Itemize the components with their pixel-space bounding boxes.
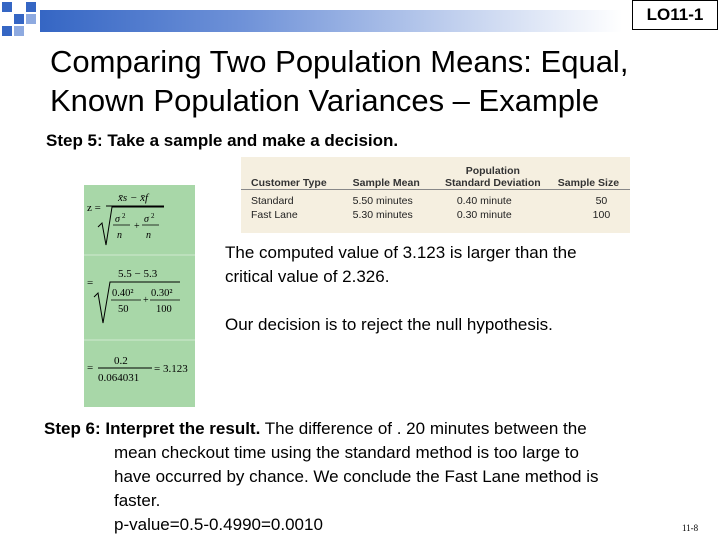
- step6-block: [44, 417, 704, 537]
- table-row: [241, 208, 630, 222]
- table-cell: 100: [592, 208, 611, 221]
- slide-title: [50, 42, 710, 120]
- step6-line-1: The difference of . 20 minutes between the: [260, 419, 587, 438]
- computed-line-2: critical value of 2.326.: [225, 267, 390, 286]
- reject-decision-text: Our decision is to reject the null hypothesis.: [225, 315, 553, 334]
- col-header-sample-mean: Sample Mean: [352, 176, 420, 189]
- step6-line-2: mean checkout time using the standard method is too large to: [114, 443, 579, 462]
- formula-equals-1: =: [87, 277, 94, 289]
- step6-heading: Step 6: Interpret the result.: [44, 419, 261, 438]
- formula-plus: +: [143, 295, 149, 306]
- svg-text:2: 2: [151, 212, 155, 220]
- p-value-text: p-value=0.5-0.4990=0.0010: [114, 515, 323, 534]
- formula-numerator-1: x̄s − x̄f: [118, 192, 149, 204]
- formula-numerator-2: 5.5 − 5.3: [118, 268, 158, 280]
- header-gradient-bar: [40, 10, 622, 32]
- col-header-sample-size: Sample Size: [557, 176, 620, 189]
- formula-result: = 3.123: [154, 363, 188, 375]
- computed-value-text: [225, 241, 577, 289]
- svg-text:σ: σ: [115, 214, 120, 225]
- table-cell: 0.40 minute: [456, 194, 512, 207]
- table-row: [241, 189, 630, 208]
- title-line-2: Known Population Variances – Example: [50, 83, 600, 118]
- formula-equals-2: =: [87, 362, 94, 374]
- formula-var-b: 0.30²: [151, 288, 173, 299]
- formula-var-a: 0.40²: [112, 288, 134, 299]
- title-line-1: Comparing Two Population Means: Equal,: [50, 44, 629, 79]
- svg-text:n: n: [117, 230, 122, 241]
- formula-n-b: 100: [156, 304, 172, 315]
- table-cell: 5.50 minutes: [352, 194, 413, 207]
- table-cell: Standard: [251, 194, 294, 207]
- table-cell: 50: [595, 194, 608, 207]
- col-header-customer-type: Customer Type: [251, 176, 327, 189]
- z-formula-image: [84, 185, 195, 407]
- sample-data-table: [241, 157, 630, 233]
- page-number: 11-8: [682, 523, 699, 533]
- step6-line-3: have occurred by chance. We conclude the Fast Lane method is: [114, 467, 599, 486]
- step6-line-4: faster.: [114, 491, 161, 510]
- formula-numerator-3: 0.2: [114, 355, 128, 367]
- step5-heading: Step 5: Take a sample and make a decision.: [46, 131, 399, 150]
- formula-n-a: 50: [118, 304, 129, 315]
- formula-denominator-3: 0.064031: [98, 372, 140, 384]
- svg-text:+: +: [134, 221, 140, 232]
- formula-z-label: z =: [87, 202, 101, 214]
- table-cell: Fast Lane: [251, 208, 298, 221]
- col-header-pop-sd: Population Standard Deviation: [444, 164, 541, 189]
- svg-text:n: n: [146, 230, 151, 241]
- svg-text:2: 2: [122, 212, 126, 220]
- svg-text:σ: σ: [144, 214, 149, 225]
- table-cell: 5.30 minutes: [352, 208, 413, 221]
- z-formula-graphic: [84, 185, 195, 407]
- lo-badge: LO11-1: [632, 0, 718, 30]
- table-cell: 0.30 minute: [456, 208, 512, 221]
- computed-line-1: The computed value of 3.123 is larger than the: [225, 243, 577, 262]
